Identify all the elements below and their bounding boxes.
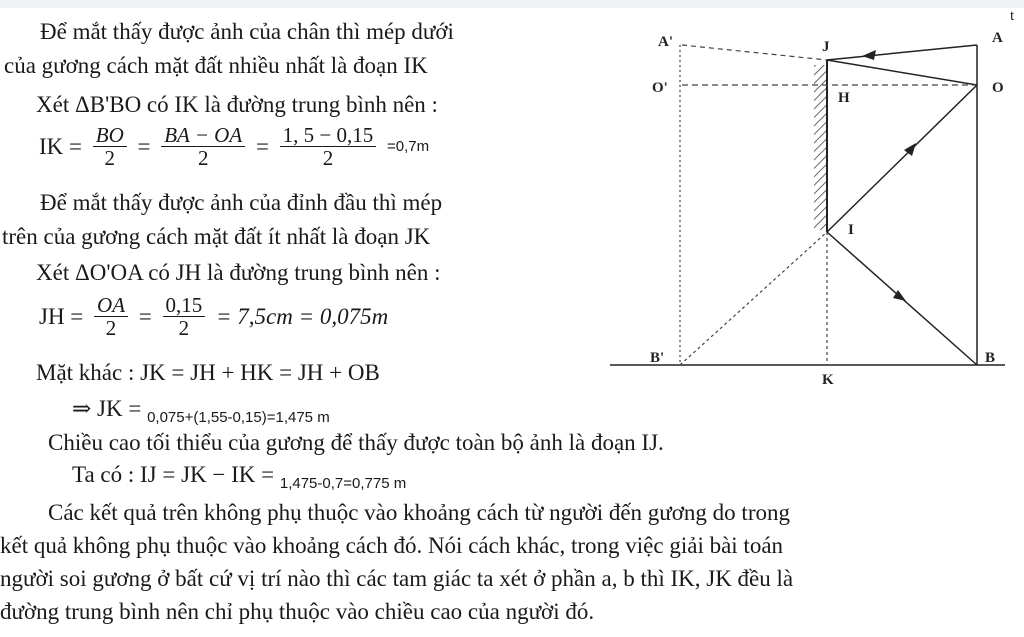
jh-formula: JH = $\frac{OA}{2}$ = $\frac{0,15}{2}$ = 7,5cm = 0,075m <box>39 293 389 340</box>
denominator: 2 <box>105 316 117 340</box>
fraction <box>94 294 128 339</box>
ray-j-o <box>827 60 977 85</box>
formula-result: 0,075+(1,55-0,15)=1,475 m <box>147 409 330 426</box>
ray-a-j <box>827 45 977 60</box>
text-line: Xét ΔB'BO có IK là đường trung bình nên : <box>36 92 438 117</box>
label-k: K <box>822 372 834 388</box>
text-line: trên của gương cách mặt đất ít nhất là đoạn JK <box>2 224 431 249</box>
label-o: O <box>992 80 1004 96</box>
label-i: I <box>848 222 854 238</box>
denominator: 2 <box>104 146 115 170</box>
text-line: của gương cách mặt đất nhiều nhất là đoạn IK <box>4 53 428 78</box>
denominator: 2 <box>322 146 334 170</box>
text-line: Mặt khác : JK = JH + HK = JH + OB <box>36 360 380 385</box>
formula-lhs: IK = <box>39 133 82 159</box>
label-b: B <box>985 350 996 366</box>
ik-formula: IK = $\frac{BO}{2}$ = $\frac{BA - OA}{2}$ = $\frac{1, 5 - 0,15}{2}$ =0,7m <box>39 123 430 170</box>
fraction <box>163 294 206 339</box>
fraction <box>93 124 127 169</box>
arrowhead <box>862 50 876 60</box>
ray-i-o <box>827 85 977 232</box>
ray-virtual <box>682 45 827 60</box>
formula-result: =0,7m <box>387 137 430 155</box>
denominator: 2 <box>178 316 190 340</box>
label-a: A <box>992 30 1003 46</box>
numerator: OA <box>97 293 126 317</box>
label-o-prime: O' <box>652 80 668 96</box>
text-line: Xét ΔO'OA có JH là đường trung bình nên : <box>36 260 441 285</box>
ray-virtual <box>680 232 827 365</box>
text-line: Chiều cao tối thiểu của gương để thấy được toàn bộ ảnh là đoạn IJ. <box>48 430 664 455</box>
jk-formula <box>72 396 330 425</box>
text-line: kết quả không phụ thuộc vào khoảng cách đó. Nói cách khác, trong việc giải bài toán <box>0 533 784 558</box>
formula-lhs: JH = <box>39 303 84 329</box>
label-a-prime: A' <box>658 34 673 50</box>
label-h: H <box>838 90 850 106</box>
label-j: J <box>822 39 830 55</box>
fraction <box>280 124 377 169</box>
numerator: 0,15 <box>163 294 206 317</box>
formula-result: 1,475-0,7=0,775 m <box>279 475 407 492</box>
formula-lhs: Ta có : IJ = JK − IK = <box>72 462 275 487</box>
ij-formula <box>72 462 406 491</box>
formula-result: = 7,5cm = 0,075m <box>216 303 389 329</box>
text-line: Để mắt thấy được ảnh của chân thì mép dưới <box>40 19 454 44</box>
denominator: 2 <box>197 146 209 170</box>
text-line: Để mắt thấy được ảnh của đỉnh đầu thì mép <box>40 190 443 215</box>
fraction <box>161 124 245 169</box>
numerator: BA − OA <box>164 123 243 147</box>
text-line: Các kết quả trên không phụ thuộc vào khoảng cách từ người đến gương do trong <box>48 500 790 525</box>
numerator: BO <box>95 123 124 147</box>
mirror-ray-diagram <box>600 0 1024 400</box>
label-corner: t <box>1010 8 1015 24</box>
mirror-hatch <box>814 65 827 230</box>
text-line: người soi gương ở bất cứ vị trí nào thì các tam giác ta xét ở phần a, b thì IK, JK đều là <box>0 566 794 591</box>
text-line: đường trung bình nên chỉ phụ thuộc vào chiều cao của người đó. <box>0 599 595 624</box>
label-b-prime: B' <box>650 350 665 366</box>
formula-lhs: ⇒ JK = <box>72 396 142 421</box>
numerator: 1, 5 − 0,15 <box>280 124 377 147</box>
